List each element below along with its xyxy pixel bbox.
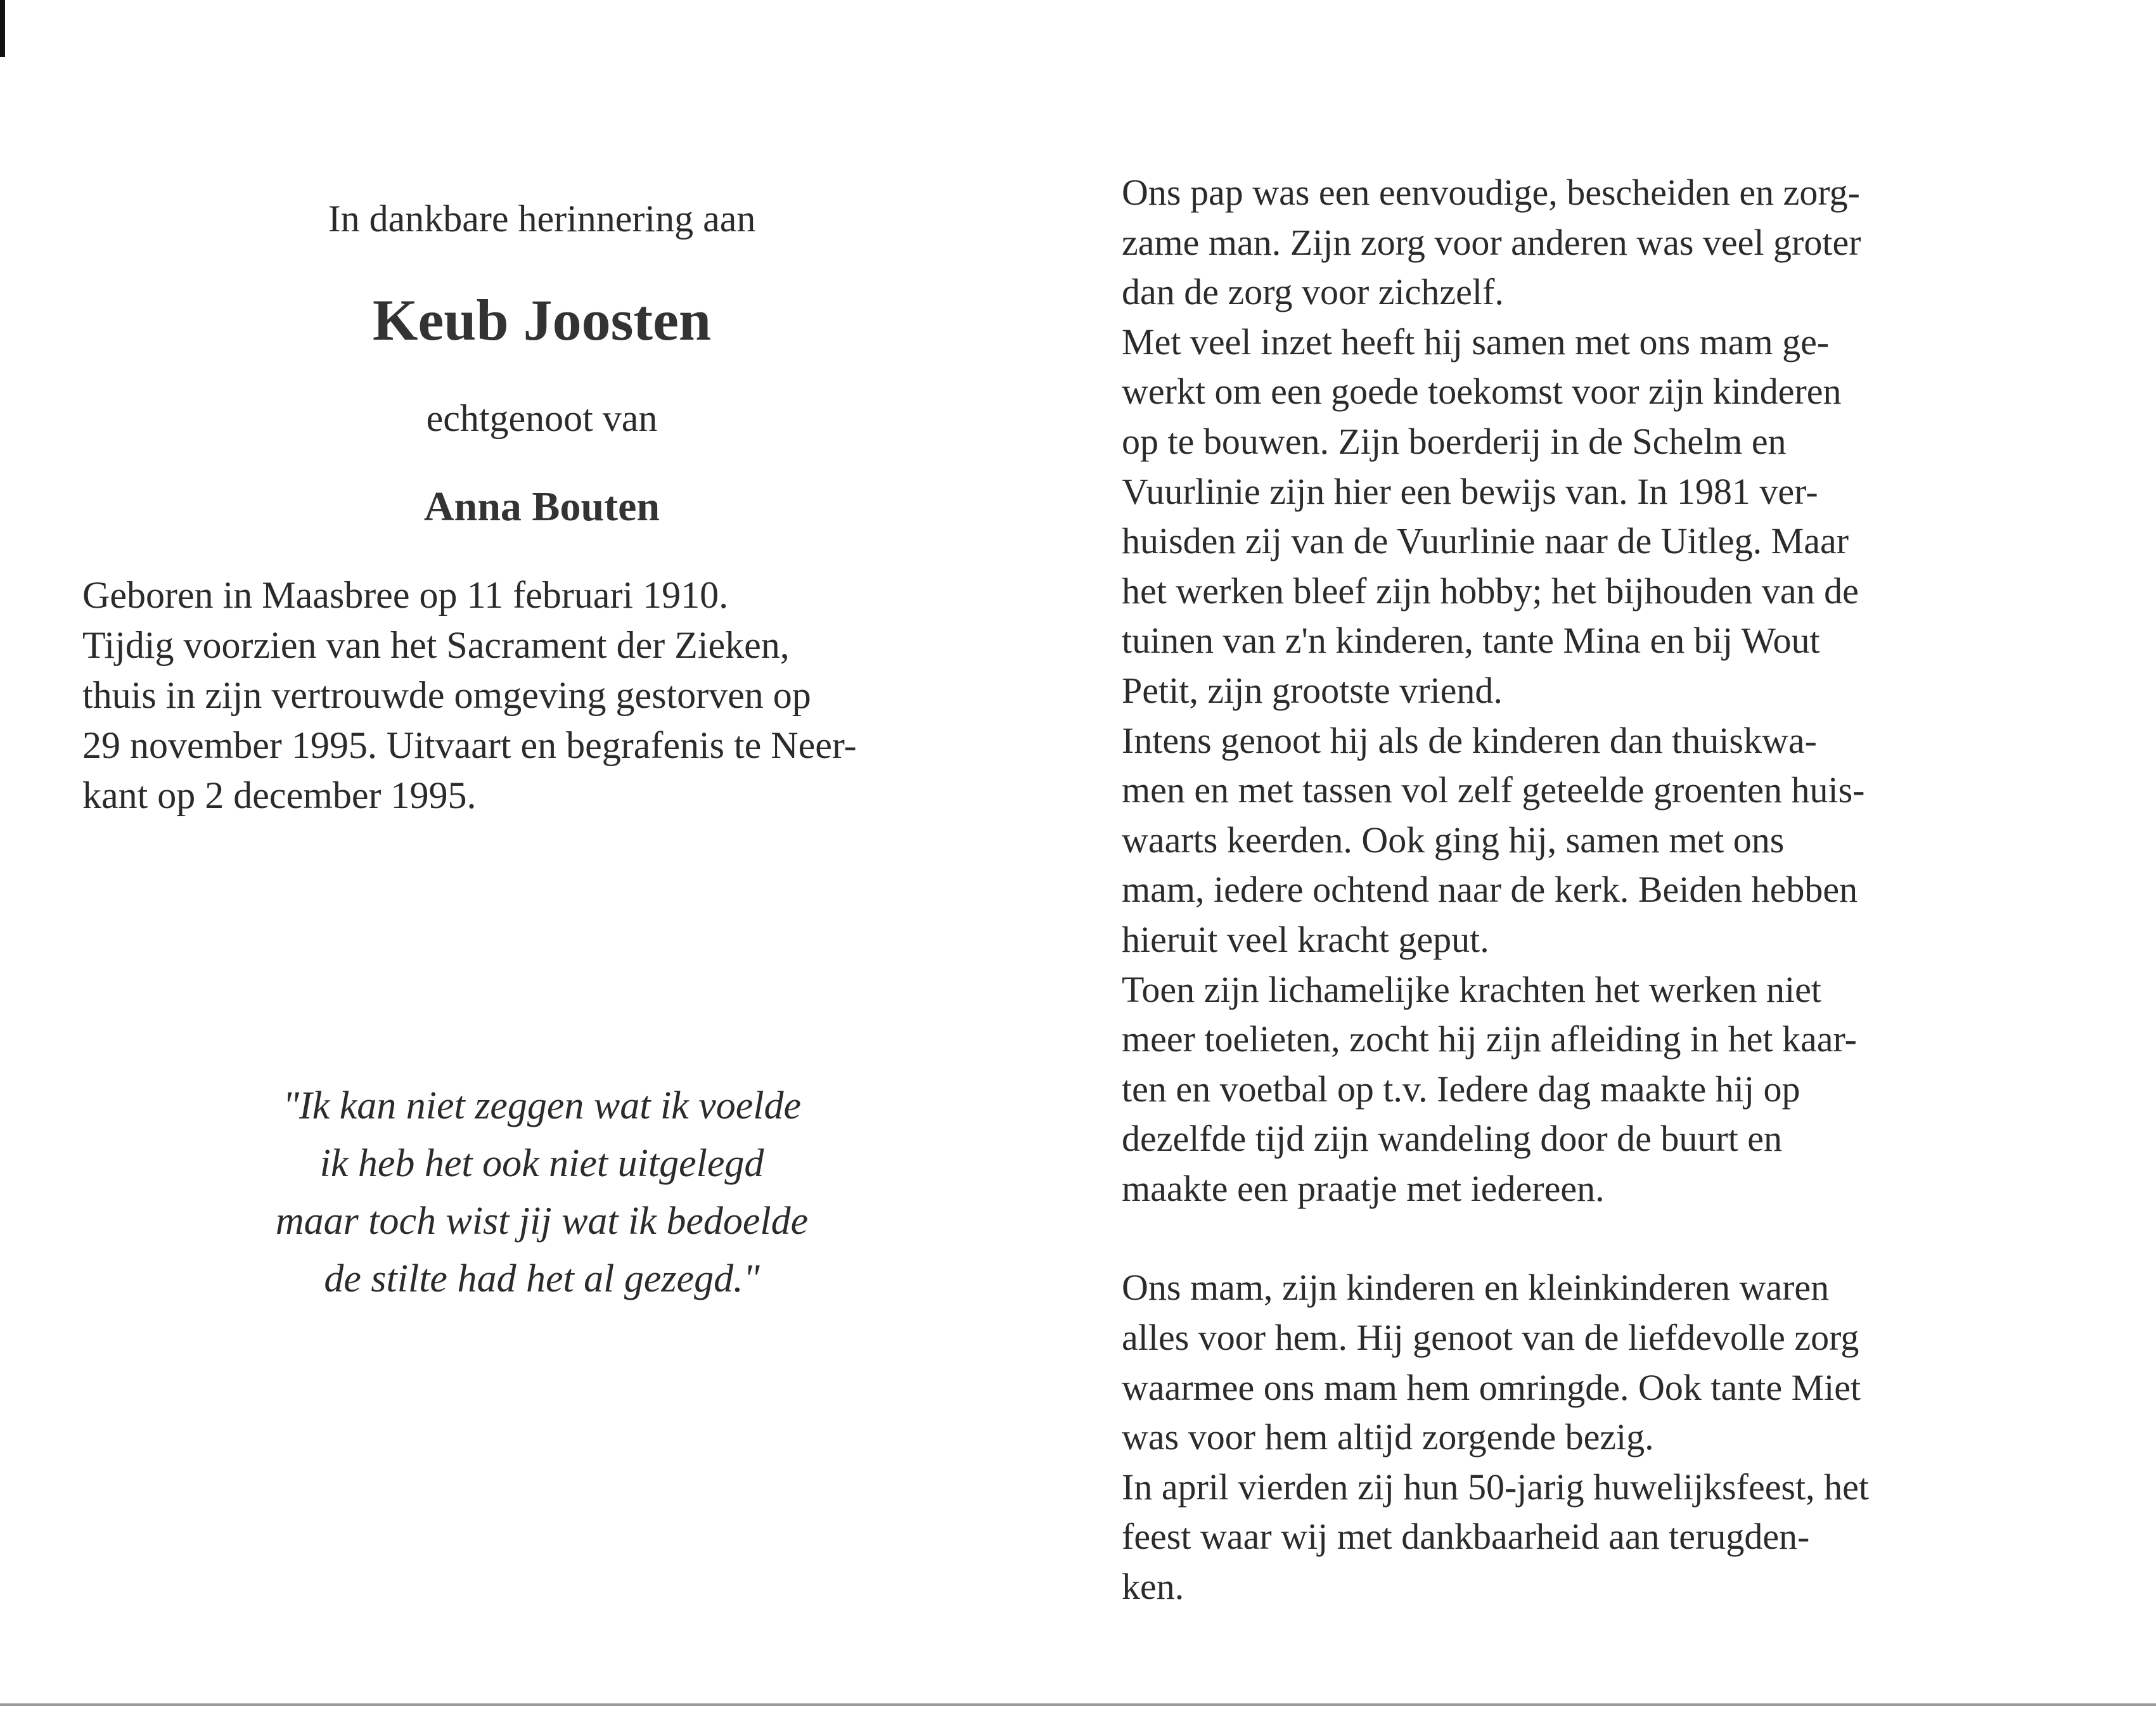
paragraph-character — [1122, 168, 2022, 317]
text-line: Toen zijn lichamelijke krachten het werken niet — [1122, 968, 1821, 1010]
text-line: waarts keerden. Ook ging hij, samen met ons — [1122, 819, 1785, 861]
text-line: dezelfde tijd zijn wandeling door de buurt en — [1122, 1118, 1783, 1160]
bio-line: Geboren in Maasbree op 11 februari 1910. — [82, 574, 729, 616]
text-line: was voor hem altijd zorgende bezig. — [1122, 1416, 1654, 1458]
text-line: mam, iedere ochtend naar de kerk. Beiden hebben — [1122, 869, 1858, 911]
text-line: op te bouwen. Zijn boerderij in de Schelm en — [1122, 420, 1787, 462]
text-line: meer toelieten, zocht hij zijn afleiding in het kaar- — [1122, 1018, 1857, 1060]
left-column — [82, 190, 1001, 821]
text-line: ten en voetbal op t.v. Iedere dag maakte hij op — [1122, 1068, 1800, 1110]
bio-line: thuis in zijn vertrouwde omgeving gestorven op — [82, 674, 811, 716]
text-line: Vuurlinie zijn hier een bewijs van. In 1981 ver- — [1122, 470, 1818, 512]
text-line: Ons mam, zijn kinderen en kleinkinderen waren — [1122, 1267, 1830, 1309]
text-line: Met veel inzet heeft hij samen met ons mam ge- — [1122, 321, 1830, 362]
spouse-label: echtgenoot van — [426, 397, 658, 439]
text-line: In april vierden zij hun 50-jarig huwelijksfeest, het — [1122, 1466, 1869, 1508]
text-line: alles voor hem. Hij genoot van de liefdevolle zorg — [1122, 1317, 1859, 1359]
paragraph-work — [1122, 317, 2022, 716]
text-line: zame man. Zijn zorg voor anderen was veel groter — [1122, 221, 1861, 263]
paragraph-anniversary — [1122, 1463, 2022, 1612]
paragraph-family — [1122, 716, 2022, 965]
text-line: Petit, zijn grootste vriend. — [1122, 669, 1503, 711]
right-column — [1122, 168, 2022, 1612]
text-line: waarmee ons mam hem omringde. Ook tante Miet — [1122, 1366, 1861, 1408]
text-line: men en met tassen vol zelf geteelde groenten huis- — [1122, 769, 1865, 811]
spouse-name: Anna Bouten — [423, 484, 660, 530]
text-line: tuinen van z'n kinderen, tante Mina en bij Wout — [1122, 620, 1820, 662]
memorial-quote — [82, 1077, 1001, 1308]
scan-edge-mark — [0, 0, 5, 57]
text-line: Intens genoot hij als de kinderen dan thuiskwa- — [1122, 719, 1817, 761]
text-line: werkt om een goede toekomst voor zijn kinderen — [1122, 371, 1842, 413]
text-line: maakte een praatje met iedereen. — [1122, 1167, 1605, 1209]
scan-bottom-edge — [0, 1703, 2156, 1706]
deceased-name: Keub Joosten — [372, 288, 712, 352]
text-line: het werken bleef zijn hobby; het bijhouden van de — [1122, 570, 1859, 612]
bio-line: Tijdig voorzien van het Sacrament der Zieken, — [82, 624, 790, 666]
intro-text: In dankbare herinnering aan — [328, 198, 756, 240]
quote-line: "Ik kan niet zeggen wat ik voelde — [283, 1084, 801, 1127]
biography — [82, 570, 1001, 821]
paragraph-loved-ones — [1122, 1263, 2022, 1462]
text-line: dan de zorg voor zichzelf. — [1122, 271, 1504, 313]
quote-line: ik heb het ook niet uitgelegd — [319, 1142, 764, 1185]
quote-line: maar toch wist jij wat ik bedoelde — [275, 1200, 809, 1243]
bio-line: kant op 2 december 1995. — [82, 774, 477, 816]
text-line: Ons pap was een eenvoudige, bescheiden en zorg- — [1122, 172, 1860, 213]
text-line: ken. — [1122, 1566, 1184, 1608]
bio-line: 29 november 1995. Uitvaart en begrafenis te Neer- — [82, 724, 857, 766]
quote-line: de stilte had het al gezegd." — [324, 1257, 760, 1300]
text-line: hieruit veel kracht geput. — [1122, 918, 1489, 960]
text-line: huisden zij van de Vuurlinie naar de Uitleg. Maar — [1122, 520, 1849, 562]
text-line: feest waar wij met dankbaarheid aan terugden- — [1122, 1516, 1810, 1558]
paragraph-later-years — [1122, 965, 2022, 1214]
